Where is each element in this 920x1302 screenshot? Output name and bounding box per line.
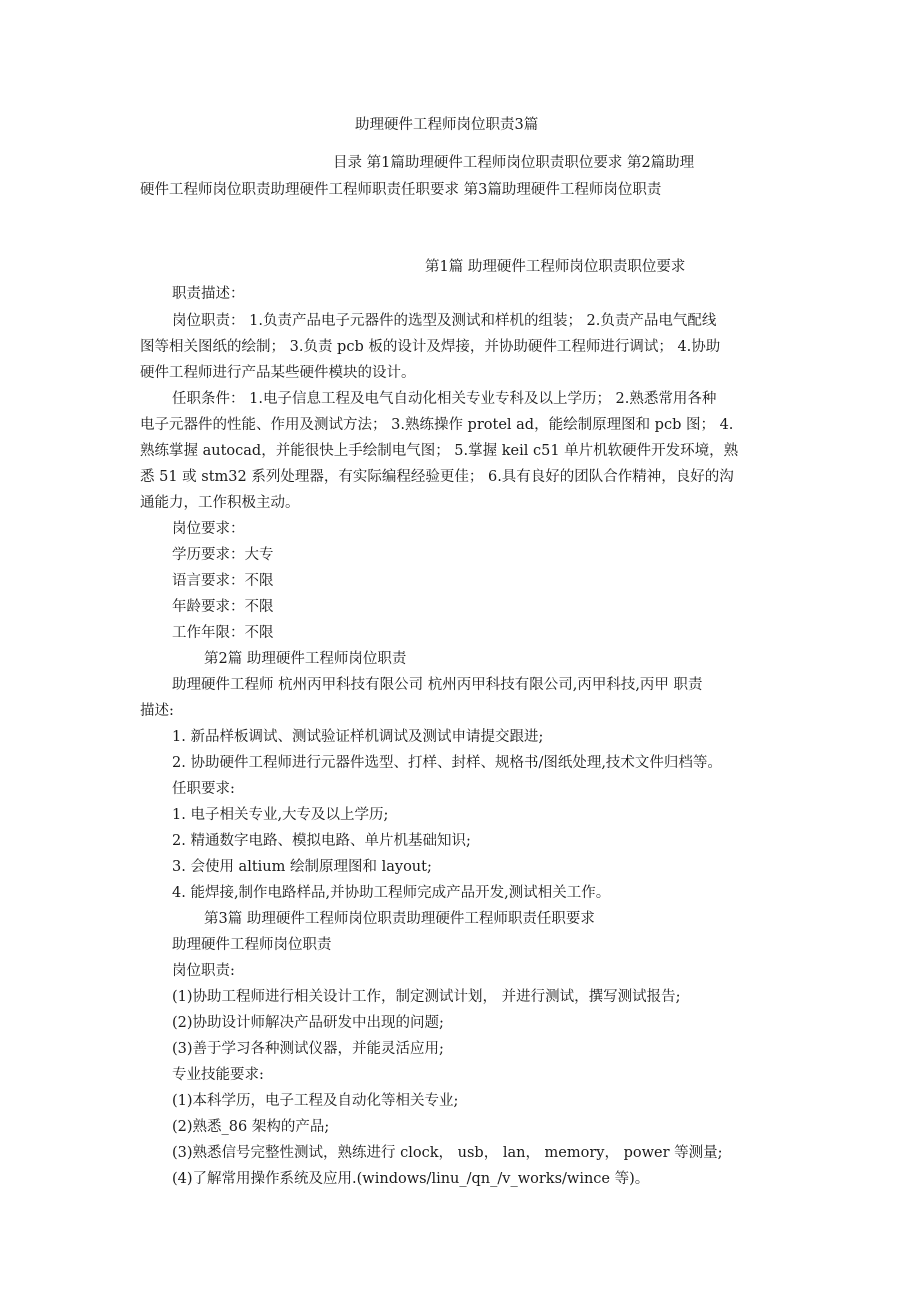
body-line: 描述: bbox=[140, 703, 174, 719]
list-item: 2. 精通数字电路、模拟电路、单片机基础知识; bbox=[172, 833, 471, 849]
list-item: 3. 会使用 altium 绘制原理图和 layout; bbox=[172, 859, 432, 875]
body-line: 电子元器件的性能、作用及测试方法； 3.熟练操作 protel ad，能绘制原理图和 pcb 图； 4. bbox=[140, 417, 734, 433]
toc-line: 目录 第1篇助理硬件工程师岗位职责职位要求 第2篇助理 bbox=[333, 155, 695, 171]
body-line: 岗位要求： bbox=[172, 521, 245, 537]
body-line: 图等相关图纸的绘制； 3.负责 pcb 板的设计及焊接，并协助硬件工程师进行调试； 4.协助 bbox=[140, 339, 721, 355]
section-heading: 第3篇 助理硬件工程师岗位职责助理硬件工程师职责任职要求 bbox=[204, 911, 595, 927]
document-title: 助理硬件工程师岗位职责3篇 bbox=[355, 117, 539, 133]
body-line: 任职条件： 1.电子信息工程及电气自动化相关专业专科及以上学历； 2.熟悉常用各种 bbox=[172, 391, 717, 407]
list-item: (1)协助工程师进行相关设计工作，制定测试计划， 并进行测试，撰写测试报告; bbox=[172, 989, 681, 1005]
section-heading: 第2篇 助理硬件工程师岗位职责 bbox=[204, 651, 407, 667]
list-item: 1. 电子相关专业,大专及以上学历; bbox=[172, 807, 389, 823]
list-item: 4. 能焊接,制作电路样品,并协助工程师完成产品开发,测试相关工作。 bbox=[172, 885, 611, 901]
body-line: 助理硬件工程师 杭州丙甲科技有限公司 杭州丙甲科技有限公司,丙甲科技,丙甲 职责 bbox=[172, 677, 703, 693]
list-item: (2)熟悉_86 架构的产品; bbox=[172, 1119, 330, 1135]
body-line: 工作年限：不限 bbox=[172, 625, 274, 641]
section-heading: 第1篇 助理硬件工程师岗位职责职位要求 bbox=[425, 259, 686, 275]
body-line: 通能力，工作积极主动。 bbox=[140, 495, 300, 511]
body-line: 熟练掌握 autocad，并能很快上手绘制电气图； 5.掌握 keil c51 单片机软硬件开发环境，熟 bbox=[140, 443, 739, 459]
list-item: (1)本科学历，电子工程及自动化等相关专业; bbox=[172, 1093, 459, 1109]
body-line: 任职要求: bbox=[172, 781, 235, 797]
body-line: 助理硬件工程师岗位职责 bbox=[172, 937, 332, 953]
body-line: 年龄要求：不限 bbox=[172, 599, 274, 615]
list-item: (2)协助设计师解决产品研发中出现的问题; bbox=[172, 1015, 444, 1031]
body-line: 语言要求：不限 bbox=[172, 573, 274, 589]
list-item: (3)熟悉信号完整性测试，熟练进行 clock， usb， lan， memory， power 等测量; bbox=[172, 1145, 723, 1161]
list-item: 1. 新品样板调试、测试验证样机调试及测试申请提交跟进; bbox=[172, 729, 544, 745]
body-line: 硬件工程师进行产品某些硬件模块的设计。 bbox=[140, 365, 416, 381]
body-line: 职责描述： bbox=[172, 286, 245, 302]
list-item: 2. 协助硬件工程师进行元器件选型、打样、封样、规格书/图纸处理,技术文件归档等。 bbox=[172, 755, 722, 771]
body-line: 专业技能要求: bbox=[172, 1067, 264, 1083]
body-line: 岗位职责: bbox=[172, 963, 235, 979]
body-line: 岗位职责： 1.负责产品电子元器件的选型及测试和样机的组装； 2.负责产品电气配线 bbox=[172, 313, 717, 329]
body-line: 悉 51 或 stm32 系列处理器，有实际编程经验更佳； 6.具有良好的团队合作精神，良好的沟 bbox=[140, 469, 734, 485]
list-item: (3)善于学习各种测试仪器，并能灵活应用; bbox=[172, 1041, 444, 1057]
body-line: 学历要求：大专 bbox=[172, 547, 274, 563]
toc-line: 硬件工程师岗位职责助理硬件工程师职责任职要求 第3篇助理硬件工程师岗位职责 bbox=[140, 182, 662, 198]
list-item: (4)了解常用操作系统及应用.(windows/linu_/qn_/v_works/wince 等)。 bbox=[172, 1171, 650, 1187]
